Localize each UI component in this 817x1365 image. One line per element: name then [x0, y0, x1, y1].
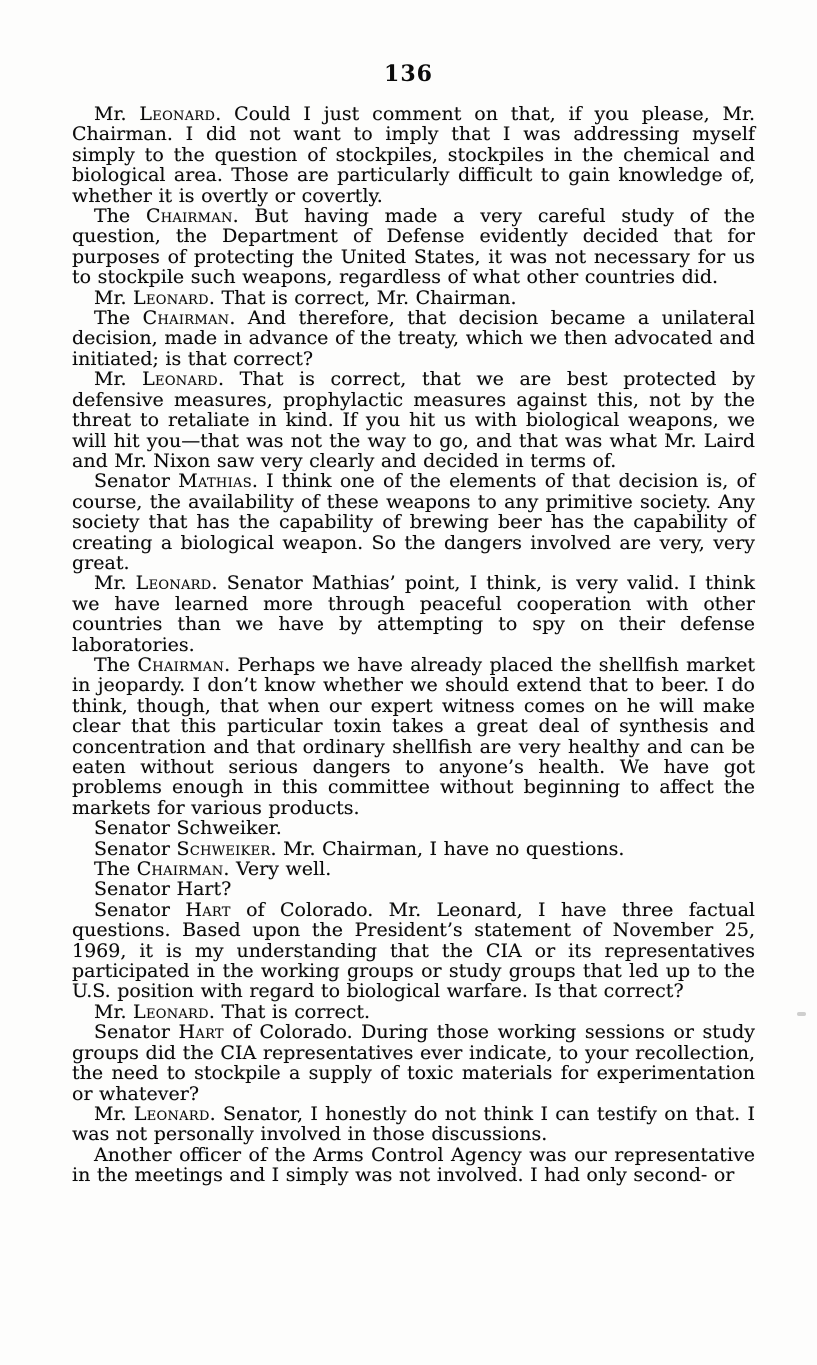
- speaker-prefix: Senator: [94, 1021, 179, 1044]
- transcript-paragraph: [72, 104, 755, 206]
- speaker-name: Schweiker: [176, 837, 271, 860]
- paragraph-text: Senator Hart?: [94, 878, 232, 901]
- paragraph-text: of Colorado. During those working sessions or study groups did the CIA representatives ever indicate, to your recollection, the need to stockpile a supply of toxic materials for experimentation or whatever?: [72, 1021, 755, 1105]
- speaker-name: Leonard: [133, 1102, 210, 1125]
- paragraph-text: Senator Schweiker.: [94, 817, 282, 840]
- transcript-paragraph: [72, 308, 755, 369]
- transcript-paragraph: [72, 1022, 755, 1104]
- speaker-name: Chairman: [137, 653, 225, 676]
- transcript-paragraph: [72, 288, 755, 308]
- speaker-prefix: Senator: [94, 898, 186, 921]
- speaker-name: Leonard: [133, 286, 209, 309]
- speaker-prefix: Mr.: [94, 1102, 134, 1125]
- speaker-prefix: The: [94, 307, 143, 330]
- speaker-name: Leonard: [135, 572, 212, 595]
- speaker-name: Leonard: [133, 1000, 209, 1023]
- speaker-prefix: The: [94, 205, 146, 228]
- transcript-paragraph: [72, 206, 755, 288]
- paragraph-text: . Very well.: [223, 858, 332, 881]
- paragraph-text: . But having made a very careful study of the question, the Department of Defense evidently decided that for purposes of protecting the United States, it was not necessary for us to stockpile such weapons, regardless of what other countries did.: [72, 205, 755, 289]
- speaker-name: Leonard: [139, 103, 216, 125]
- speaker-prefix: Mr.: [94, 286, 134, 309]
- transcript-paragraph: [72, 573, 755, 655]
- speaker-name: Chairman: [142, 307, 230, 330]
- speaker-prefix: The: [94, 653, 138, 676]
- paragraph-text: . That is correct.: [208, 1000, 371, 1023]
- paragraph-text: . That is correct, Mr. Chairman.: [208, 286, 517, 309]
- transcript-paragraph: [72, 1145, 755, 1186]
- paragraph-text: . And therefore, that decision became a unilateral decision, made in advance of the treaty, which we then advocated and initiated; is that correct?: [72, 307, 755, 370]
- transcript-paragraph: [72, 839, 755, 859]
- paragraph-text: . Could I just comment on that, if you please, Mr. Chairman. I did not want to imply that I was addressing myself simply to the question of stockpiles, stockpiles in the chemical and biological area. Those are particularly difficult to gain knowledge of, whether it is overtly or covertly.: [72, 103, 755, 207]
- speaker-prefix: Senator: [94, 470, 179, 493]
- paragraph-text: . Senator Mathias’ point, I think, is very valid. I think we have learned more through peaceful cooperation with other countries than we have by attempting to spy on their defense laboratories.: [72, 572, 756, 656]
- paragraph-text: . Mr. Chairman, I have no questions.: [270, 837, 625, 860]
- transcript-paragraph: [72, 859, 755, 879]
- speaker-prefix: The: [94, 858, 137, 881]
- speaker-prefix: Mr.: [94, 1000, 134, 1023]
- speaker-name: Chairman: [145, 205, 233, 228]
- paragraph-text: . Senator, I honestly do not think I can testify on that. I was not personally involved in those discussions.: [72, 1102, 755, 1146]
- speaker-prefix: Senator: [94, 837, 177, 860]
- paragraph-text: Another officer of the Arms Control Agency was our representative in the meetings and I simply was not involved. I had only second- or: [72, 1143, 755, 1187]
- speaker-prefix: Mr.: [94, 103, 140, 125]
- paragraph-text: of Colorado. Mr. Leonard, I have three factual questions. Based upon the President’s statement of November 25, 1969, it is my understanding that the CIA or its representatives participated in the working groups or study groups that led up to the U.S. position with regard to biological warfare. Is that correct?: [72, 898, 755, 1003]
- transcript: [72, 104, 755, 1186]
- speaker-prefix: Mr.: [94, 368, 143, 391]
- transcript-paragraph: [72, 818, 755, 838]
- scan-speck: [797, 1012, 806, 1016]
- transcript-paragraph: [72, 879, 755, 899]
- speaker-name: Mathias: [178, 470, 252, 493]
- speaker-prefix: Mr.: [94, 572, 136, 595]
- paragraph-text: . That is correct, that we are best protected by defensive measures, prophylactic measures against this, not by the threat to retaliate in kind. If you hit us with biological weapons, we will hit you—that was not the way to go, and that was what Mr. Laird and Mr. Nixon saw very clearly and decided in terms of.: [72, 368, 755, 472]
- transcript-paragraph: [72, 655, 755, 818]
- transcript-paragraph: [72, 1002, 755, 1022]
- transcript-paragraph: [72, 1104, 755, 1145]
- transcript-paragraph: [72, 471, 755, 573]
- page-number: 136: [384, 61, 433, 87]
- speaker-name: Hart: [185, 898, 231, 921]
- paragraph-text: . Perhaps we have already placed the shellfish market in jeopardy. I don’t know whether we should extend that to beer. I do think, though, that when our expert witness comes on he will make clear that this particular toxin takes a great deal of synthesis and concentration and that ordinary shellfish are very healthy and can be eaten without serious dangers to anyone’s health. We have got problems enough in this committee without beginning to affect the markets for various products.: [72, 653, 755, 819]
- transcript-paragraph: [72, 900, 755, 1002]
- speaker-name: Leonard: [142, 368, 218, 391]
- speaker-name: Hart: [178, 1021, 224, 1044]
- speaker-name: Chairman: [136, 858, 224, 881]
- paragraph-text: . I think one of the elements of that decision is, of course, the availability of these weapons to any primitive society. Any society that has the capability of brewing beer has the capability of creating a biological weapon. So the dangers involved are very, very great.: [72, 470, 756, 574]
- transcript-paragraph: [72, 369, 755, 471]
